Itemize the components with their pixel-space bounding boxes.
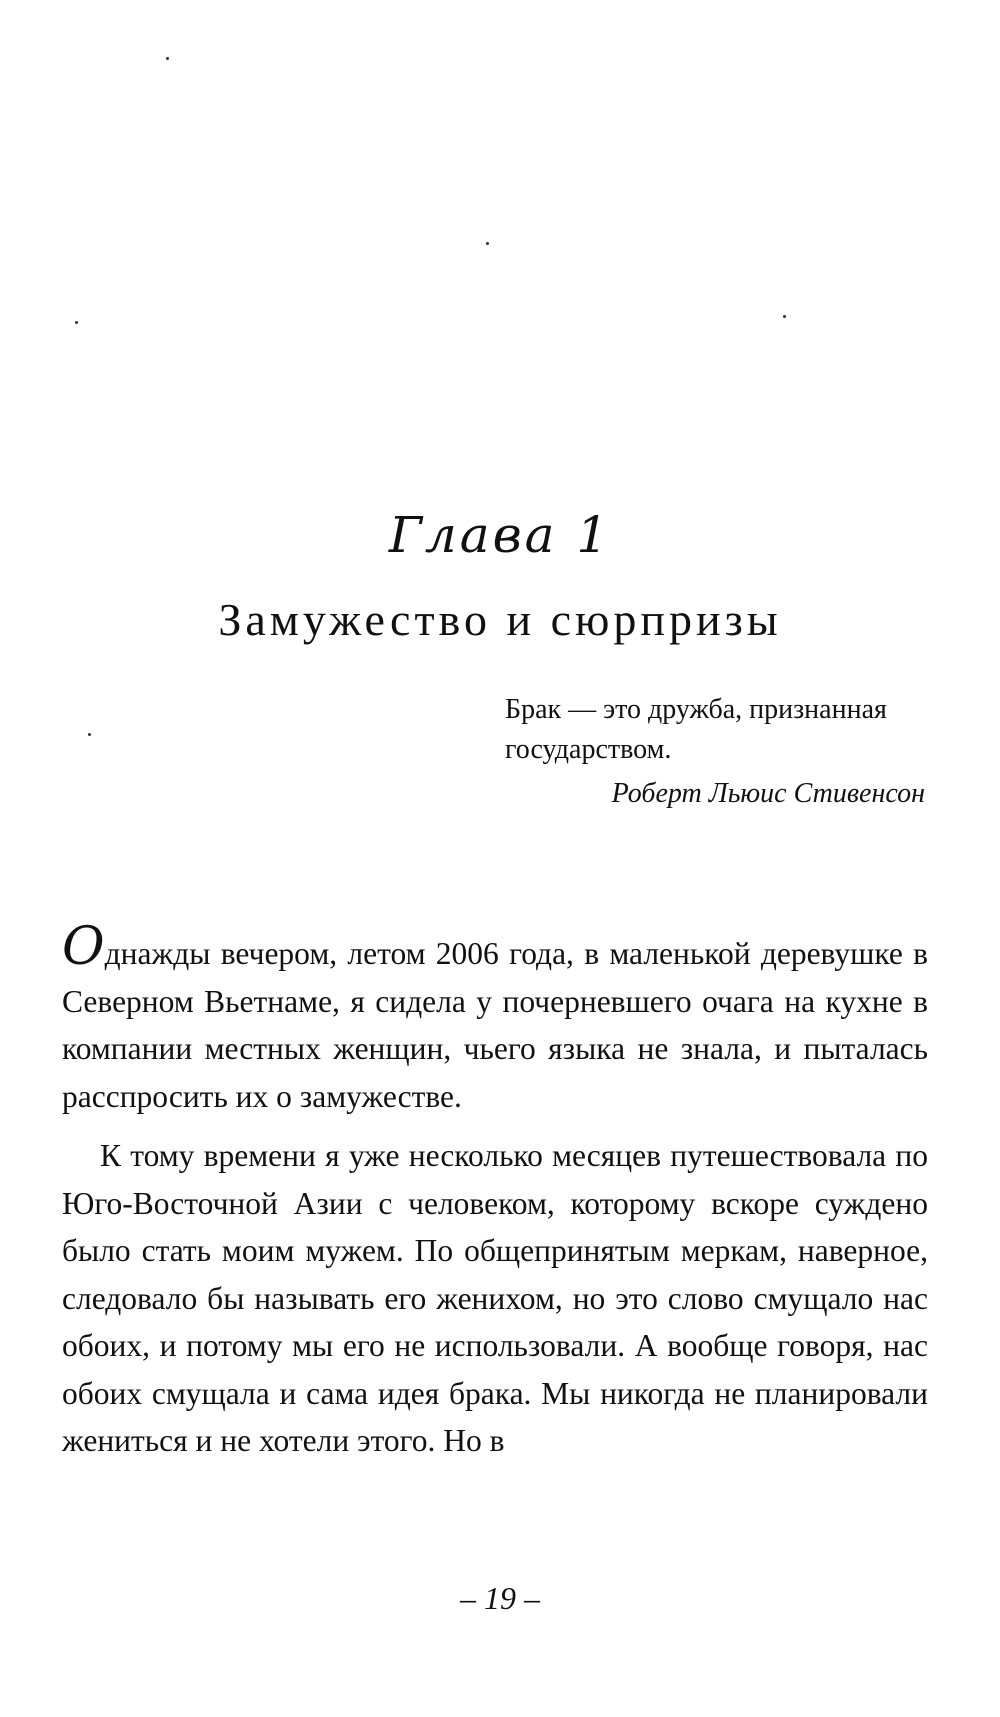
paragraph bbox=[62, 917, 928, 1120]
epigraph bbox=[505, 690, 925, 814]
chapter-title: Замужество и сюрпризы bbox=[218, 594, 782, 645]
paragraph-text: днажды вечером, летом 2006 года, в маленькой деревушке в Северном Вьетнаме, я сидела у почерневшего очага на кухне в компании местных женщин, чьего языка не знала, и пыталась расспросить их о замужестве. bbox=[62, 936, 928, 1114]
decorative-speck bbox=[88, 733, 91, 736]
paragraph: К тому времени я уже несколько месяцев путешествовала по Юго-Восточной Азии с человеком, которому вскоре суждено было стать моим мужем. По общепринятым меркам, наверное, следовало бы называть его женихом, но это слово смущало нас обоих, и потому мы его не использовали. А вообще говоря, нас обоих смущала и сама идея брака. Мы никогда не планировали жениться и не хотели этого. Но в bbox=[62, 1138, 928, 1458]
epigraph-author: Роберт Льюис Стивенсон bbox=[611, 778, 925, 809]
chapter-number: Глава 1 bbox=[388, 506, 612, 564]
epigraph-quote: Брак — это дружба, признанная государством. bbox=[505, 694, 887, 765]
decorative-speck bbox=[783, 315, 786, 318]
page-number: – 19 – bbox=[460, 1580, 540, 1616]
decorative-speck bbox=[75, 321, 78, 324]
main-text bbox=[62, 917, 928, 1465]
drop-cap: О bbox=[62, 917, 105, 977]
decorative-speck bbox=[486, 242, 489, 245]
decorative-speck bbox=[166, 57, 169, 60]
